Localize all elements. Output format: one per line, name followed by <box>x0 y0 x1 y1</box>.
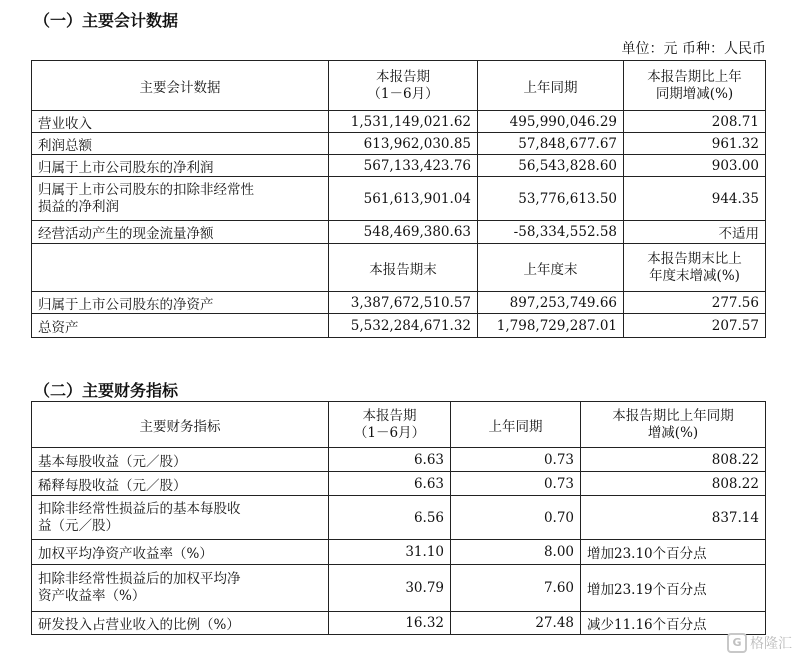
table-row <box>32 292 766 314</box>
currency-unit: 单位：元 币种：人民币 <box>621 41 766 57</box>
table-row <box>32 314 766 338</box>
table-cell: 27.48 <box>451 612 581 635</box>
header-cell: 上年同期 <box>478 61 624 111</box>
table-cell: 837.14 <box>581 496 766 540</box>
section1-title: （一）主要会计数据 <box>34 11 179 30</box>
table-cell: 总资产 <box>32 314 329 338</box>
table-row <box>32 155 766 177</box>
table-row <box>32 472 766 496</box>
table-cell: -58,334,552.58 <box>478 221 624 244</box>
gelonghui-logo-icon: G <box>727 633 747 653</box>
table-cell: 主要财务指标 <box>32 402 329 448</box>
table-row <box>32 565 766 612</box>
table-cell: 稀释每股收益（元／股） <box>32 472 329 496</box>
table-cell: 本报告期末比上 年度末增减(%) <box>624 244 766 292</box>
table-cell: 897,253,749.66 <box>478 292 624 314</box>
table-row <box>32 221 766 244</box>
table-row <box>32 496 766 540</box>
table-cell: 营业收入 <box>32 111 329 133</box>
table-row <box>32 448 766 472</box>
table-cell: 567,133,423.76 <box>329 155 478 177</box>
table-cell: 利润总额 <box>32 133 329 155</box>
table-cell: 6.63 <box>329 472 451 496</box>
table-cell: 208.71 <box>624 111 766 133</box>
table-cell: 归属于上市公司股东的净资产 <box>32 292 329 314</box>
table-cell: 6.56 <box>329 496 451 540</box>
table-cell: 31.10 <box>329 540 451 565</box>
table-cell: 8.00 <box>451 540 581 565</box>
table-cell: 1,798,729,287.01 <box>478 314 624 338</box>
table-cell: 增加23.10个百分点 <box>581 540 766 565</box>
table-cell: 扣除非经常性损益后的加权平均净 资产收益率（%） <box>32 565 329 612</box>
table-cell: 548,469,380.63 <box>329 221 478 244</box>
table-cell: 上年度末 <box>478 244 624 292</box>
table-cell: 减少11.16个百分点 <box>581 612 766 635</box>
table-cell: 903.00 <box>624 155 766 177</box>
table-cell: 808.22 <box>581 448 766 472</box>
table-cell: 944.35 <box>624 177 766 221</box>
header-cell: 本报告期 （1－6月） <box>329 61 478 111</box>
accounting-data-table <box>31 60 766 338</box>
table-cell: 277.56 <box>624 292 766 314</box>
table-cell: 研发投入占营业收入的比例（%） <box>32 612 329 635</box>
table-cell: 808.22 <box>581 472 766 496</box>
table-row <box>32 111 766 133</box>
table-cell: 30.79 <box>329 565 451 612</box>
table-cell: 1,531,149,021.62 <box>329 111 478 133</box>
table-cell: 本报告期 （1－6月） <box>329 402 451 448</box>
table-cell: 0.73 <box>451 472 581 496</box>
table-row <box>32 133 766 155</box>
table-row <box>32 612 766 635</box>
table-cell: 613,962,030.85 <box>329 133 478 155</box>
table-cell: 53,776,613.50 <box>478 177 624 221</box>
table-cell: 归属于上市公司股东的净利润 <box>32 155 329 177</box>
table-cell: 5,532,284,671.32 <box>329 314 478 338</box>
table-cell: 961.32 <box>624 133 766 155</box>
header-cell: 主要会计数据 <box>32 61 329 111</box>
table-cell: 57,848,677.67 <box>478 133 624 155</box>
table-cell: 3,387,672,510.57 <box>329 292 478 314</box>
table-cell: 56,543,828.60 <box>478 155 624 177</box>
section2-title: （二）主要财务指标 <box>34 381 179 400</box>
table-cell <box>32 244 329 292</box>
financial-indicators-table <box>31 401 766 635</box>
table-cell: 561,613,901.04 <box>329 177 478 221</box>
table-row <box>32 540 766 565</box>
table-cell: 0.70 <box>451 496 581 540</box>
table-cell: 上年同期 <box>451 402 581 448</box>
table-cell: 207.57 <box>624 314 766 338</box>
table-row <box>32 177 766 221</box>
table-cell: 本报告期末 <box>329 244 478 292</box>
table-subheader-row <box>32 244 766 292</box>
table-header-row <box>32 402 766 448</box>
table-header-row <box>32 61 766 111</box>
table-cell: 16.32 <box>329 612 451 635</box>
table-cell: 本报告期比上年同期 增减(%) <box>581 402 766 448</box>
table-cell: 6.63 <box>329 448 451 472</box>
watermark-text: 格隆汇 <box>750 636 792 652</box>
table-cell: 加权平均净资产收益率（%） <box>32 540 329 565</box>
header-cell: 本报告期比上年 同期增减(%) <box>624 61 766 111</box>
table-cell: 基本每股收益（元／股） <box>32 448 329 472</box>
table-cell: 增加23.19个百分点 <box>581 565 766 612</box>
table-cell: 0.73 <box>451 448 581 472</box>
table-cell: 495,990,046.29 <box>478 111 624 133</box>
table-cell: 不适用 <box>624 221 766 244</box>
table-cell: 7.60 <box>451 565 581 612</box>
table-cell: 扣除非经常性损益后的基本每股收 益（元／股） <box>32 496 329 540</box>
table-cell: 归属于上市公司股东的扣除非经常性 损益的净利润 <box>32 177 329 221</box>
table-cell: 经营活动产生的现金流量净额 <box>32 221 329 244</box>
watermark <box>727 633 792 653</box>
